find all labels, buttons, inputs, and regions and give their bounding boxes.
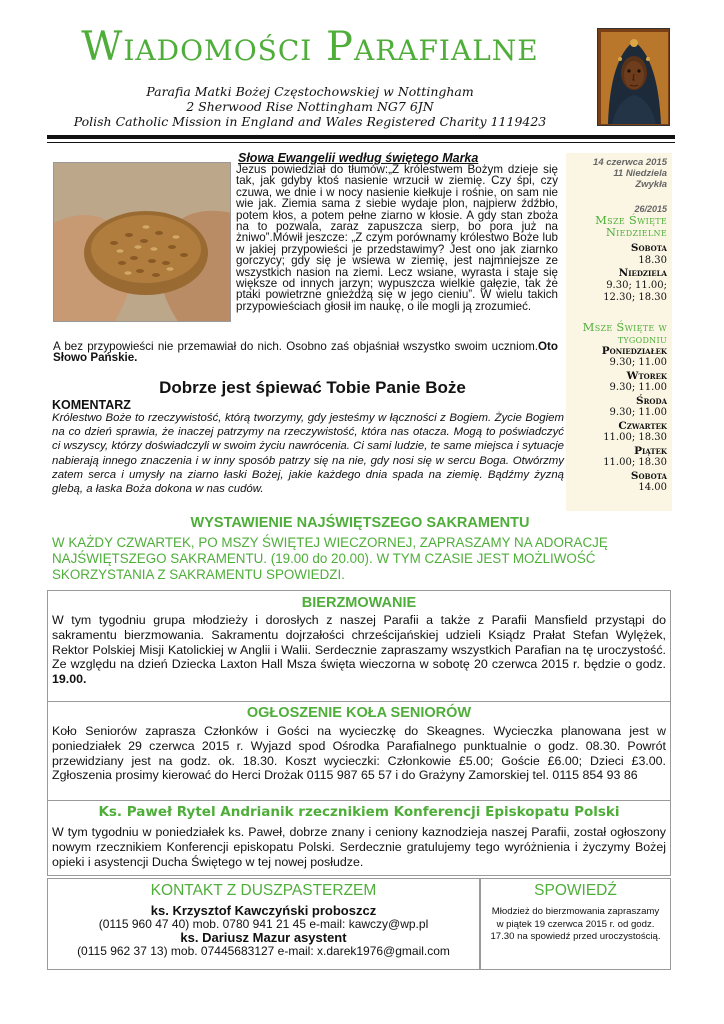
gospel-closing: Oto Słowo Pańskie.	[53, 340, 558, 365]
sunday-mass-times: 12.30; 18.30	[603, 292, 667, 303]
adoration-text: W KAŻDY CZWARTEK, PO MSZY ŚWIĘTEJ WIECZORNEJ, ZAPRASZAMY NA ADORACJĘ NAJŚWIĘTSZEGO SAKRAMENTU. (19.00 do 20.00). W TYM CZASIE JEST MOŻLIWOŚĆ SKORZYSTANIA Z SAKRAMENTU SPOWIEDZI.	[52, 535, 608, 582]
sunday-mass-day: Sobota	[630, 242, 667, 254]
sidebar-date: 14 czerwca 2015	[593, 157, 667, 168]
comment-text: Królestwo Boże to rzeczywistość, którą tworzymy, gdy jesteśmy w łączności z Bogiem. Życie Bogiem na co dzień sprawia, że inaczej patrzymy na rzeczywistość, która nas otacza. Mogą to poświadczyć ci wszyscy, którzy doświadczyli w swoim życiu nawrócenia. Ci sami ludzie, te same miejsca i sytuacje nabierają innego znaczenia i w inny sposób patrzy się na nie, gdy nosi się w sercu Boga. Otwórzmy zatem serca i umysły na ziarno łaski Bożej, jakie każdego dnia spada na ziemię. Bądźmy żyzną glebą, a łaska Boża dokona w nas cudów.	[52, 412, 564, 496]
weekday-mass-day: Piątek	[634, 444, 667, 457]
weekday-mass-times: 9.30; 11.00	[609, 357, 667, 368]
mass-times-sidebar	[566, 153, 672, 511]
confirmation-text	[52, 613, 666, 687]
weekday-mass-day: Środa	[636, 394, 667, 407]
masthead	[40, 22, 580, 129]
newsletter-title: Wiadomości Parafialne	[81, 24, 539, 70]
sidebar-ordinary: Zwykła	[635, 179, 667, 190]
gospel-text: Jezus powiedział do tłumów:„Z królestwem Bożym dzieje się tak, jak gdyby ktoś nasienie wrzucił w ziemię. Czy śpi, czy czuwa, we dnie i w nocy nasienie kiełkuje i rośnie, on sam nie wie jak. Ziemia sama z siebie wydaje plon, najpierw źdźbło, potem kłos, a potem pełne ziarno w kłosie. A gdy stan zboża na to pozwala, zaraz zapuszcza sierp, bo pora już na żniwo”.Mówił jeszcze: „Z czym porównamy królestwo Boże lub w jakiej przypowieści je przedstawimy? Jest ono jak ziarnko gorczycy; gdy się je wsiewa w ziemię, jest najmniejsze ze wszystkich nasion na ziemi. Lecz wsiane, wyrasta i staje się większe od innych jarzyn; wypuszcza wielkie gałęzie, tak że ptaki powietrzne gnieżdżą się w jego cieniu”. W wielu takich przypowieściach głosił im naukę, o ile mogli ją zrozumieć.	[236, 163, 558, 313]
weekday-mass-day: Wtorek	[626, 369, 667, 382]
spokesman-text: W tym tygodniu w poniedziałek ks. Paweł, dobrze znany i ceniony kaznodzieja naszej Parafii, został ogłoszony nowym rzecznikiem Konferencji episkopatu Polski. Serdecznie gratulujemy tego wyróżnienia i życzymy Bożej opieki i asystencji Ducha Świętego w tej nowej posłudze.	[52, 825, 666, 869]
sunday-mass-times: 18.30	[638, 254, 667, 266]
spokesman-title: Ks. Paweł Rytel Andrianik rzecznikiem Konferencji Episkopatu Polski	[98, 804, 620, 820]
gospel-tail	[53, 341, 558, 364]
sidebar-sunday: 11 Niedziela	[613, 168, 667, 179]
comment-label: KOMENTARZ	[52, 398, 131, 412]
header-rule-thin	[47, 142, 675, 143]
gospel-tail-text: A bez przypowieści nie przemawiał do nich. Osobno zaś objaśniał wszystko swoim uczniom.	[53, 340, 539, 353]
confirmation-title: BIERZMOWANIE	[301, 595, 417, 611]
issue-number: 26/2015	[634, 204, 667, 214]
weekday-mass-times: 11.00; 18.30	[603, 457, 667, 468]
gospel-title: Słowa Ewangelii według świętego Marka	[238, 151, 479, 165]
weekday-mass-times: 9.30; 11.00	[609, 407, 667, 418]
reflection-heading: Dobrze jest śpiewać Tobie Panie Boże	[159, 378, 466, 397]
weekday-mass-day: Czwartek	[618, 419, 667, 432]
grain-in-hands-image	[53, 162, 231, 322]
weekday-mass-times: 11.00; 18.30	[603, 432, 667, 443]
adoration-title: WYSTAWIENIE NAJŚWIĘTSZEGO SAKRAMENTU	[190, 515, 530, 531]
contact-title: KONTAKT Z DUSZPASTERZEM	[150, 882, 377, 899]
parish-name: Parafia Matki Bożej Częstochowskiej w Nottingham	[146, 84, 474, 99]
seniors-text: Koło Seniorów zaprasza Członków i Gości na wycieczkę do Skeagnes. Wycieczka planowana jest w poniedziałek 29 czerwca 2015 r. Wyjazd spod Ośrodka Parafialnego punktualnie o godz. 08.30. Powrót przewidziany jest na godz. ok. 18.30. Koszt wycieczki: Członkowie £5.00; Goście £6.00; Dzieci £3.00. Zgłoszenia prosimy kierować do Herci Drożak 0115 987 65 57 i do Grażyny Zamorskiej tel. 0115 854 93 86	[52, 724, 666, 783]
sunday-mass-heading: Msze Święte Niedzielne	[595, 213, 667, 239]
confirmation-time: 19.00.	[52, 672, 87, 687]
weekday-mass-times: 14.00	[638, 482, 667, 493]
confirmation-body: W tym tygodniu grupa młodzieży i dorosłych z naszej Parafii a także z Parafii Mansfield przystąpi do sakramentu bierzmowania. Sakramentu dojrzałości chrześcijańskiej udzieli Ksiądz Prałat Stefan Wylężek, Rektor Polskiej Misji Katolickiej w Anglii i Walii. Serdecznie zapraszamy wszystkich Parafian na tę uroczystość. Ze względu na dzień Dziecka Laxton Hall Msza święta wieczorna w sobotę 20 czerwca 2015 r. będzie o godz.	[52, 613, 666, 672]
sunday-mass-day: Niedziela	[618, 267, 667, 279]
header-rule	[47, 135, 675, 139]
priest-name: ks. Krzysztof Kawczyński proboszcz	[150, 903, 377, 918]
section-divider	[47, 800, 671, 801]
weekday-mass-day: Poniedziałek	[601, 344, 667, 357]
assistant-contact-details: (0115 962 37 13) mob. 07445683127 e-mail: x.darek1976@gmail.com	[77, 944, 450, 958]
confession-title: SPOWIEDŹ	[534, 882, 617, 899]
madonna-icon	[597, 28, 670, 126]
assistant-name: ks. Dariusz Mazur asystent	[180, 930, 347, 945]
mission-line: Polish Catholic Mission in England and Wales Registered Charity 1119423	[73, 114, 547, 129]
confession-text: Młodzież do bierzmowania zapraszamy w piątek 19 czerwca 2015 r. od godz. 17.30 na spowiedź przed uroczystością.	[490, 906, 661, 943]
weekday-mass-heading: Msze Święte w tygodniu	[582, 319, 667, 346]
weekday-mass-day: Sobota	[630, 469, 667, 482]
priest-contact-details: (0115 960 47 40) mob. 0780 941 21 45 e-mail: kawczy@wp.pl	[98, 917, 429, 931]
seniors-title: OGŁOSZENIE KOŁA SENIORÓW	[246, 705, 472, 721]
weekday-mass-times: 9.30; 11.00	[609, 382, 667, 393]
parish-address: 2 Sherwood Rise Nottingham NG7 6JN	[186, 99, 434, 114]
section-divider	[47, 701, 671, 702]
sunday-mass-times: 9.30; 11.00;	[606, 279, 667, 291]
